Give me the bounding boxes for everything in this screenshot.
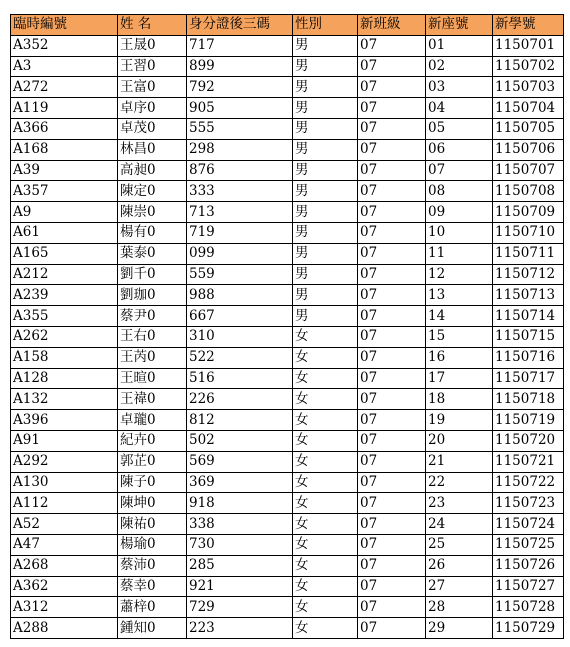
temp-id-cell[interactable]: A292 <box>11 451 118 472</box>
table-row <box>11 451 564 472</box>
gender-cell[interactable]: 女 <box>293 576 358 597</box>
new-class-cell[interactable]: 07 <box>358 514 426 535</box>
new-seat-cell[interactable]: 02 <box>426 56 493 77</box>
id-last3-cell[interactable]: 812 <box>187 410 293 431</box>
id-last3-cell[interactable]: 298 <box>187 139 293 160</box>
new-class-cell[interactable]: 07 <box>358 285 426 306</box>
new-student-id-cell[interactable]: 1150726 <box>493 555 564 576</box>
new-seat-cell[interactable]: 05 <box>426 118 493 139</box>
gender-cell[interactable]: 女 <box>293 493 358 514</box>
table-row <box>11 347 564 368</box>
id-last3-cell[interactable]: 338 <box>187 514 293 535</box>
new-class-cell[interactable]: 07 <box>358 555 426 576</box>
temp-id-cell[interactable]: A9 <box>11 202 118 223</box>
table-row <box>11 326 564 347</box>
new-seat-cell[interactable]: 12 <box>426 264 493 285</box>
table-row <box>11 472 564 493</box>
new-class-cell[interactable]: 07 <box>358 493 426 514</box>
name-cell[interactable]: 紀卉0 <box>118 430 187 451</box>
name-cell[interactable]: 王芮0 <box>118 347 187 368</box>
new-seat-cell[interactable]: 14 <box>426 306 493 327</box>
new-student-id-cell[interactable]: 1150707 <box>493 160 564 181</box>
new-class-cell[interactable]: 07 <box>358 451 426 472</box>
id-last3-cell[interactable]: 905 <box>187 98 293 119</box>
new-class-cell[interactable]: 07 <box>358 264 426 285</box>
gender-cell[interactable]: 女 <box>293 410 358 431</box>
new-seat-cell[interactable]: 16 <box>426 347 493 368</box>
new-seat-cell[interactable]: 03 <box>426 77 493 98</box>
new-class-cell[interactable]: 07 <box>358 368 426 389</box>
temp-id-cell[interactable]: A52 <box>11 514 118 535</box>
gender-cell[interactable]: 女 <box>293 534 358 555</box>
table-row <box>11 597 564 618</box>
name-cell[interactable]: 王右0 <box>118 326 187 347</box>
temp-id-cell[interactable]: A91 <box>11 430 118 451</box>
temp-id-cell[interactable]: A112 <box>11 493 118 514</box>
roster-body <box>11 35 564 638</box>
id-last3-cell[interactable]: 310 <box>187 326 293 347</box>
gender-cell[interactable]: 男 <box>293 222 358 243</box>
new-class-cell[interactable]: 07 <box>358 306 426 327</box>
table-row <box>11 285 564 306</box>
temp-id-cell[interactable]: A262 <box>11 326 118 347</box>
temp-id-cell[interactable]: A357 <box>11 181 118 202</box>
gender-cell[interactable]: 女 <box>293 430 358 451</box>
name-cell[interactable]: 蔡幸0 <box>118 576 187 597</box>
id-last3-cell[interactable]: 921 <box>187 576 293 597</box>
name-cell[interactable]: 鍾知0 <box>118 618 187 639</box>
id-last3-cell[interactable]: 729 <box>187 597 293 618</box>
id-last3-cell[interactable]: 559 <box>187 264 293 285</box>
header-gender[interactable]: 性別 <box>293 15 358 36</box>
new-seat-cell[interactable]: 29 <box>426 618 493 639</box>
new-student-id-cell[interactable]: 1150718 <box>493 389 564 410</box>
new-class-cell[interactable]: 07 <box>358 472 426 493</box>
new-class-cell[interactable]: 07 <box>358 410 426 431</box>
new-student-id-cell[interactable]: 1150714 <box>493 306 564 327</box>
temp-id-cell[interactable]: A355 <box>11 306 118 327</box>
new-class-cell[interactable]: 07 <box>358 160 426 181</box>
name-cell[interactable]: 王晟0 <box>118 35 187 56</box>
table-row <box>11 202 564 223</box>
new-student-id-cell[interactable]: 1150711 <box>493 243 564 264</box>
gender-cell[interactable]: 女 <box>293 618 358 639</box>
new-seat-cell[interactable]: 24 <box>426 514 493 535</box>
new-seat-cell[interactable]: 11 <box>426 243 493 264</box>
table-row <box>11 222 564 243</box>
new-student-id-cell[interactable]: 1150727 <box>493 576 564 597</box>
temp-id-cell[interactable]: A128 <box>11 368 118 389</box>
gender-cell[interactable]: 男 <box>293 139 358 160</box>
new-class-cell[interactable]: 07 <box>358 181 426 202</box>
new-student-id-cell[interactable]: 1150702 <box>493 56 564 77</box>
name-cell[interactable]: 陳子0 <box>118 472 187 493</box>
id-last3-cell[interactable]: 876 <box>187 160 293 181</box>
new-class-cell[interactable]: 07 <box>358 98 426 119</box>
new-student-id-cell[interactable]: 1150703 <box>493 77 564 98</box>
new-student-id-cell[interactable]: 1150719 <box>493 410 564 431</box>
table-row <box>11 534 564 555</box>
temp-id-cell[interactable]: A212 <box>11 264 118 285</box>
gender-cell[interactable]: 男 <box>293 181 358 202</box>
temp-id-cell[interactable]: A239 <box>11 285 118 306</box>
new-class-cell[interactable]: 07 <box>358 35 426 56</box>
new-class-cell[interactable]: 07 <box>358 139 426 160</box>
new-seat-cell[interactable]: 15 <box>426 326 493 347</box>
table-row <box>11 555 564 576</box>
temp-id-cell[interactable]: A366 <box>11 118 118 139</box>
id-last3-cell[interactable]: 555 <box>187 118 293 139</box>
id-last3-cell[interactable]: 719 <box>187 222 293 243</box>
table-row <box>11 77 564 98</box>
new-student-id-cell[interactable]: 1150722 <box>493 472 564 493</box>
table-row <box>11 430 564 451</box>
new-student-id-cell[interactable]: 1150720 <box>493 430 564 451</box>
gender-cell[interactable]: 女 <box>293 514 358 535</box>
new-seat-cell[interactable]: 27 <box>426 576 493 597</box>
new-seat-cell[interactable]: 19 <box>426 410 493 431</box>
student-roster-table <box>10 14 564 639</box>
header-temp-id[interactable]: 臨時編號 <box>11 15 118 36</box>
temp-id-cell[interactable]: A158 <box>11 347 118 368</box>
temp-id-cell[interactable]: A272 <box>11 77 118 98</box>
gender-cell[interactable]: 男 <box>293 243 358 264</box>
table-row <box>11 181 564 202</box>
new-student-id-cell[interactable]: 1150708 <box>493 181 564 202</box>
new-student-id-cell[interactable]: 1150724 <box>493 514 564 535</box>
student-roster-sheet <box>10 14 564 639</box>
new-seat-cell[interactable]: 23 <box>426 493 493 514</box>
new-class-cell[interactable]: 07 <box>358 389 426 410</box>
gender-cell[interactable]: 男 <box>293 35 358 56</box>
id-last3-cell[interactable]: 223 <box>187 618 293 639</box>
table-row <box>11 56 564 77</box>
gender-cell[interactable]: 男 <box>293 98 358 119</box>
gender-cell[interactable]: 女 <box>293 472 358 493</box>
name-cell[interactable]: 葉泰0 <box>118 243 187 264</box>
temp-id-cell[interactable]: A352 <box>11 35 118 56</box>
gender-cell[interactable]: 女 <box>293 597 358 618</box>
name-cell[interactable]: 陳定0 <box>118 181 187 202</box>
name-cell[interactable]: 王富0 <box>118 77 187 98</box>
new-seat-cell[interactable]: 08 <box>426 181 493 202</box>
table-row <box>11 264 564 285</box>
name-cell[interactable]: 陳崇0 <box>118 202 187 223</box>
temp-id-cell[interactable]: A3 <box>11 56 118 77</box>
id-last3-cell[interactable]: 099 <box>187 243 293 264</box>
temp-id-cell[interactable]: A132 <box>11 389 118 410</box>
table-row <box>11 243 564 264</box>
new-student-id-cell[interactable]: 1150705 <box>493 118 564 139</box>
temp-id-cell[interactable]: A61 <box>11 222 118 243</box>
new-seat-cell[interactable]: 07 <box>426 160 493 181</box>
new-student-id-cell[interactable]: 1150716 <box>493 347 564 368</box>
gender-cell[interactable]: 男 <box>293 306 358 327</box>
name-cell[interactable]: 楊瑜0 <box>118 534 187 555</box>
id-last3-cell[interactable]: 226 <box>187 389 293 410</box>
gender-cell[interactable]: 男 <box>293 118 358 139</box>
new-student-id-cell[interactable]: 1150706 <box>493 139 564 160</box>
id-last3-cell[interactable]: 369 <box>187 472 293 493</box>
new-class-cell[interactable]: 07 <box>358 243 426 264</box>
new-class-cell[interactable]: 07 <box>358 222 426 243</box>
table-row <box>11 306 564 327</box>
temp-id-cell[interactable]: A47 <box>11 534 118 555</box>
table-row <box>11 493 564 514</box>
gender-cell[interactable]: 女 <box>293 326 358 347</box>
temp-id-cell[interactable]: A168 <box>11 139 118 160</box>
temp-id-cell[interactable]: A396 <box>11 410 118 431</box>
header-name[interactable]: 姓 名 <box>118 15 187 36</box>
new-seat-cell[interactable]: 04 <box>426 98 493 119</box>
new-student-id-cell[interactable]: 1150709 <box>493 202 564 223</box>
header-id-last3[interactable]: 身分證後三碼 <box>187 15 293 36</box>
new-seat-cell[interactable]: 13 <box>426 285 493 306</box>
gender-cell[interactable]: 女 <box>293 389 358 410</box>
gender-cell[interactable]: 男 <box>293 285 358 306</box>
temp-id-cell[interactable]: A268 <box>11 555 118 576</box>
id-last3-cell[interactable]: 667 <box>187 306 293 327</box>
new-seat-cell[interactable]: 28 <box>426 597 493 618</box>
id-last3-cell[interactable]: 713 <box>187 202 293 223</box>
name-cell[interactable]: 陳祐0 <box>118 514 187 535</box>
new-student-id-cell[interactable]: 1150721 <box>493 451 564 472</box>
new-seat-cell[interactable]: 26 <box>426 555 493 576</box>
table-row <box>11 514 564 535</box>
id-last3-cell[interactable]: 918 <box>187 493 293 514</box>
temp-id-cell[interactable]: A119 <box>11 98 118 119</box>
id-last3-cell[interactable]: 333 <box>187 181 293 202</box>
name-cell[interactable]: 陳坤0 <box>118 493 187 514</box>
temp-id-cell[interactable]: A362 <box>11 576 118 597</box>
new-student-id-cell[interactable]: 1150715 <box>493 326 564 347</box>
id-last3-cell[interactable]: 792 <box>187 77 293 98</box>
temp-id-cell[interactable]: A165 <box>11 243 118 264</box>
name-cell[interactable]: 劉千0 <box>118 264 187 285</box>
gender-cell[interactable]: 男 <box>293 77 358 98</box>
new-class-cell[interactable]: 07 <box>358 118 426 139</box>
table-row <box>11 98 564 119</box>
header-row <box>11 15 564 36</box>
table-row <box>11 618 564 639</box>
new-class-cell[interactable]: 07 <box>358 56 426 77</box>
table-row <box>11 160 564 181</box>
gender-cell[interactable]: 女 <box>293 368 358 389</box>
new-class-cell[interactable]: 07 <box>358 77 426 98</box>
table-row <box>11 35 564 56</box>
header-new-seat[interactable]: 新座號 <box>426 15 493 36</box>
table-row <box>11 118 564 139</box>
name-cell[interactable]: 高昶0 <box>118 160 187 181</box>
gender-cell[interactable]: 女 <box>293 451 358 472</box>
gender-cell[interactable]: 男 <box>293 56 358 77</box>
new-class-cell[interactable]: 07 <box>358 202 426 223</box>
gender-cell[interactable]: 男 <box>293 160 358 181</box>
table-row <box>11 576 564 597</box>
new-seat-cell[interactable]: 06 <box>426 139 493 160</box>
name-cell[interactable]: 蔡沛0 <box>118 555 187 576</box>
new-seat-cell[interactable]: 18 <box>426 389 493 410</box>
name-cell[interactable]: 卓序0 <box>118 98 187 119</box>
name-cell[interactable]: 卓瓏0 <box>118 410 187 431</box>
new-student-id-cell[interactable]: 1150717 <box>493 368 564 389</box>
temp-id-cell[interactable]: A312 <box>11 597 118 618</box>
table-row <box>11 139 564 160</box>
id-last3-cell[interactable]: 899 <box>187 56 293 77</box>
new-class-cell[interactable]: 07 <box>358 597 426 618</box>
new-seat-cell[interactable]: 21 <box>426 451 493 472</box>
name-cell[interactable]: 王暄0 <box>118 368 187 389</box>
id-last3-cell[interactable]: 522 <box>187 347 293 368</box>
new-student-id-cell[interactable]: 1150712 <box>493 264 564 285</box>
table-row <box>11 410 564 431</box>
new-student-id-cell[interactable]: 1150710 <box>493 222 564 243</box>
new-class-cell[interactable]: 07 <box>358 618 426 639</box>
new-student-id-cell[interactable]: 1150701 <box>493 35 564 56</box>
id-last3-cell[interactable]: 569 <box>187 451 293 472</box>
temp-id-cell[interactable]: A130 <box>11 472 118 493</box>
new-student-id-cell[interactable]: 1150704 <box>493 98 564 119</box>
new-class-cell[interactable]: 07 <box>358 326 426 347</box>
new-student-id-cell[interactable]: 1150713 <box>493 285 564 306</box>
name-cell[interactable]: 林昌0 <box>118 139 187 160</box>
new-student-id-cell[interactable]: 1150725 <box>493 534 564 555</box>
name-cell[interactable]: 楊有0 <box>118 222 187 243</box>
new-seat-cell[interactable]: 20 <box>426 430 493 451</box>
gender-cell[interactable]: 男 <box>293 202 358 223</box>
table-row <box>11 389 564 410</box>
new-class-cell[interactable]: 07 <box>358 576 426 597</box>
id-last3-cell[interactable]: 717 <box>187 35 293 56</box>
temp-id-cell[interactable]: A39 <box>11 160 118 181</box>
gender-cell[interactable]: 女 <box>293 347 358 368</box>
header-new-student-id[interactable]: 新學號 <box>493 15 564 36</box>
new-student-id-cell[interactable]: 1150728 <box>493 597 564 618</box>
temp-id-cell[interactable]: A288 <box>11 618 118 639</box>
name-cell[interactable]: 卓茂0 <box>118 118 187 139</box>
name-cell[interactable]: 郭芷0 <box>118 451 187 472</box>
new-class-cell[interactable]: 07 <box>358 347 426 368</box>
id-last3-cell[interactable]: 988 <box>187 285 293 306</box>
id-last3-cell[interactable]: 285 <box>187 555 293 576</box>
new-seat-cell[interactable]: 10 <box>426 222 493 243</box>
new-student-id-cell[interactable]: 1150729 <box>493 618 564 639</box>
new-seat-cell[interactable]: 01 <box>426 35 493 56</box>
header-new-class[interactable]: 新班級 <box>358 15 426 36</box>
new-seat-cell[interactable]: 25 <box>426 534 493 555</box>
id-last3-cell[interactable]: 516 <box>187 368 293 389</box>
new-class-cell[interactable]: 07 <box>358 534 426 555</box>
name-cell[interactable]: 王禕0 <box>118 389 187 410</box>
gender-cell[interactable]: 女 <box>293 555 358 576</box>
id-last3-cell[interactable]: 502 <box>187 430 293 451</box>
table-row <box>11 368 564 389</box>
name-cell[interactable]: 王習0 <box>118 56 187 77</box>
new-seat-cell[interactable]: 09 <box>426 202 493 223</box>
name-cell[interactable]: 蔡尹0 <box>118 306 187 327</box>
name-cell[interactable]: 蕭梓0 <box>118 597 187 618</box>
id-last3-cell[interactable]: 730 <box>187 534 293 555</box>
new-seat-cell[interactable]: 22 <box>426 472 493 493</box>
new-seat-cell[interactable]: 17 <box>426 368 493 389</box>
new-student-id-cell[interactable]: 1150723 <box>493 493 564 514</box>
name-cell[interactable]: 劉珈0 <box>118 285 187 306</box>
new-class-cell[interactable]: 07 <box>358 430 426 451</box>
gender-cell[interactable]: 男 <box>293 264 358 285</box>
